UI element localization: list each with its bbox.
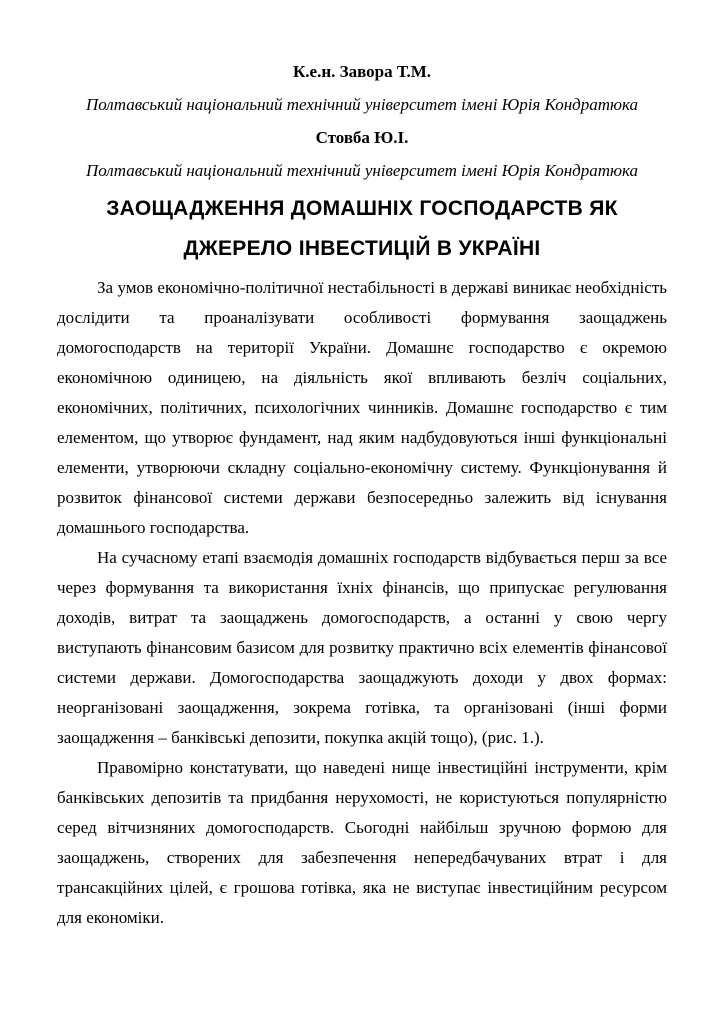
document-header [57,55,667,187]
author-name-1: К.е.н. Завора Т.М. [292,62,432,81]
body-paragraph-2: На сучасному етапі взаємодія домашніх господарств відбувається перш за все через формування та використання їхніх фінансів, що припускає регулювання доходів, витрат та заощаджень домогосподарств, а останні у свою чергу виступають фінансовим базисом для розвитку практично всіх елементів фінансової системи держави. Домогосподарства заощаджують доходи у двох формах: неорганізовані заощадження, зокрема готівка, та організовані (інші форми заощадження – банківські депозити, покупка акцій тощо), (рис. 1.). [57,548,667,747]
document-body [57,273,667,933]
author-name-2: Стовба Ю.І. [315,128,409,147]
document-title-line-2: ДЖЕРЕЛО ІНВЕСТИЦІЙ В УКРАЇНІ [183,237,541,260]
body-paragraph-1: За умов економічно-політичної нестабільності в державі виникає необхідність дослідити та проаналізувати особливості формування заощаджень домогосподарств на території України. Домашнє господарство є окремою економічною одиницею, на діяльність якої впливають безліч соціальних, економічних, політичних, психологічних чинників. Домашнє господарство є тим елементом, що утворює фундамент, над яким надбудовуються інші функціональні елементи, утворюючи складну соціально-економічну систему. Функціонування й розвиток фінансової системи держави безпосередньо залежить від існування домашнього господарства. [57,278,667,537]
document-title [57,189,667,269]
body-paragraph-3: Правомірно констатувати, що наведені нище інвестиційні інструменти, крім банківських депозитів та придбання нерухомості, не користуються популярністю серед вітчизняних домогосподарств. Сьогодні найбільш зручною формою для заощаджень, створених для забезпечення непередбачуваних втрат і для трансакційних цілей, є грошова готівка, яка не виступає інвестиційним ресурсом для економіки. [57,758,667,927]
document-title-line-1: ЗАОЩАДЖЕННЯ ДОМАШНІХ ГОСПОДАРСТВ ЯК [106,197,618,220]
author-affiliation-2: Полтавський національний технічний університет імені Юрія Кондратюка [85,161,639,180]
author-affiliation-1: Полтавський національний технічний університет імені Юрія Кондратюка [85,95,639,114]
